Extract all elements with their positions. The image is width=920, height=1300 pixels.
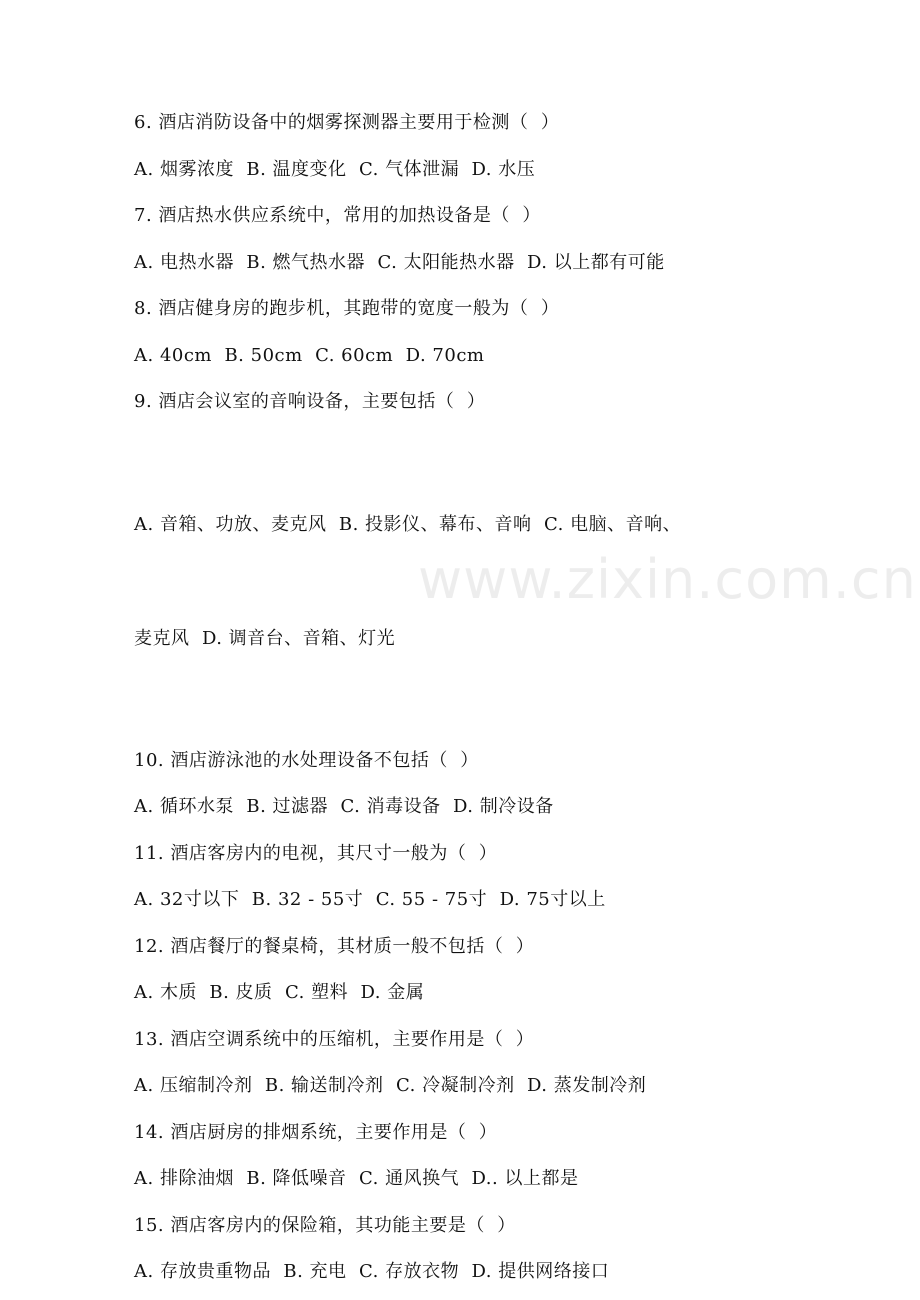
question-10: 10. 酒店游泳池的水处理设备不包括（ ） [134,749,479,771]
question-8: 8. 酒店健身房的跑步机，其跑带的宽度一般为（ ） [134,298,560,319]
question-12: 12. 酒店餐厅的餐桌椅，其材质一般不包括（ ） [134,935,535,957]
options-13: A. 压缩制冷剂 B. 输送制冷剂 C. 冷凝制冷剂 D. 蒸发制冷剂 [134,1075,647,1096]
options-7: A. 电热水器 B. 燃气热水器 C. 太阳能热水器 D. 以上都有可能 [134,251,665,273]
options-14: A. 排除油烟 B. 降低噪音 C. 通风换气 D.. 以上都是 [134,1168,579,1189]
question-7: 7. 酒店热水供应系统中，常用的加热设备是（ ） [134,205,541,226]
options-8: A. 40cm B. 50cm C. 60cm D. 70cm [134,344,485,366]
question-6: 6. 酒店消防设备中的烟雾探测器主要用于检测（ ） [134,112,560,133]
question-15: 15. 酒店客房内的保险箱，其功能主要是（ ） [134,1214,516,1236]
question-11: 11. 酒店客房内的电视，其尺寸一般为（ ） [134,842,498,864]
options-9-line-1: A. 音箱、功放、麦克风 B. 投影仪、幕布、音响 C. 电脑、音响、 [134,513,682,535]
options-6: A. 烟雾浓度 B. 温度变化 C. 气体泄漏 D. 水压 [134,158,536,180]
options-15: A. 存放贵重物品 B. 充电 C. 存放衣物 D. 提供网络接口 [134,1261,610,1282]
watermark: www.zixin.com.cn [418,548,917,611]
options-12: A. 木质 B. 皮质 C. 塑料 D. 金属 [134,982,425,1003]
question-9: 9. 酒店会议室的音响设备，主要包括（ ） [134,391,486,412]
options-9 [134,430,784,734]
options-11: A. 32寸以下 B. 32 - 55寸 C. 55 - 75寸 D. 75寸以上 [134,889,606,910]
question-13: 13. 酒店空调系统中的压缩机，主要作用是（ ） [134,1028,535,1050]
question-14: 14. 酒店厨房的排烟系统，主要作用是（ ） [134,1121,498,1143]
options-10: A. 循环水泵 B. 过滤器 C. 消毒设备 D. 制冷设备 [134,796,554,817]
question-list [134,104,784,1300]
options-9-line-2: 麦克风 D. 调音台、音箱、灯光 [134,627,396,649]
